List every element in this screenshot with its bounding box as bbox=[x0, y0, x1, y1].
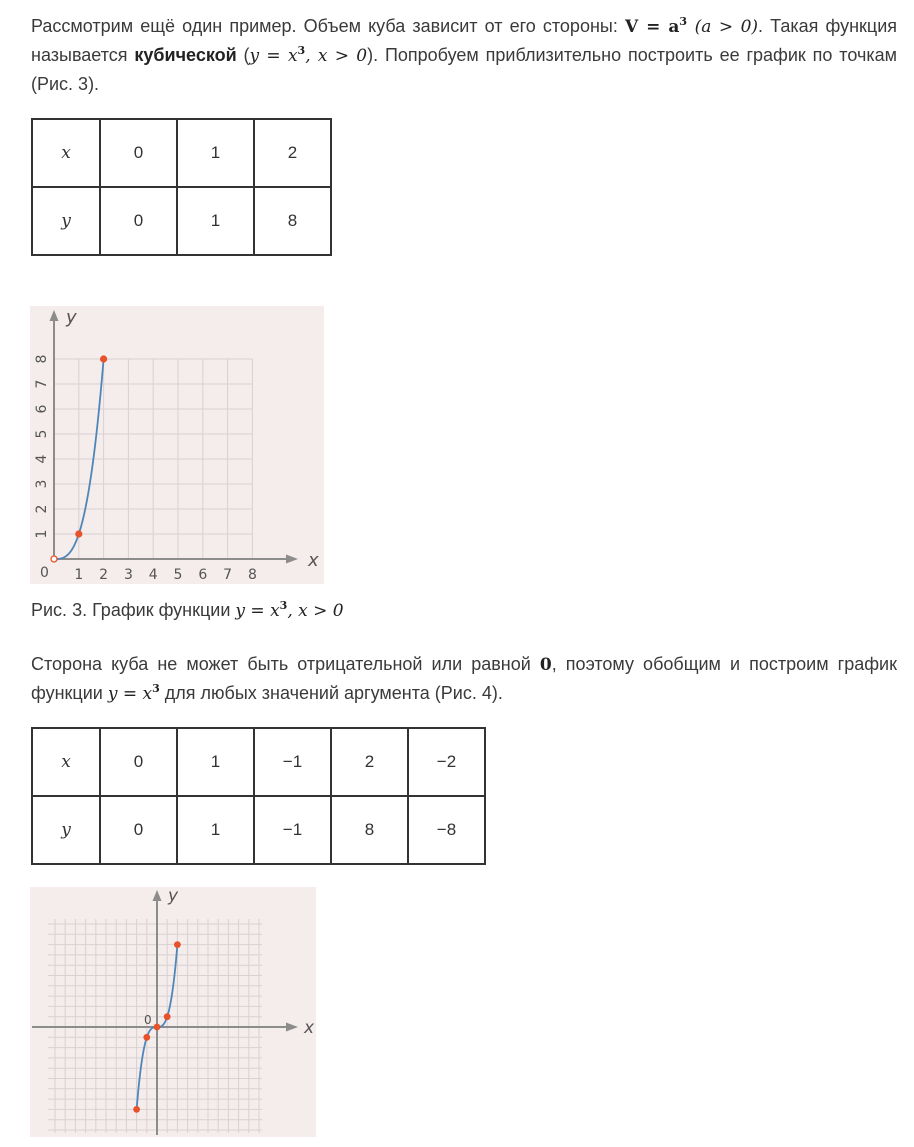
x-axis-label: x bbox=[304, 1018, 315, 1038]
intro-text-4: ). Попробуем приблизительно построить ее график по точкам (Рис. 3). bbox=[31, 45, 897, 94]
table-header-y: y bbox=[32, 187, 100, 255]
x-tick-label: 6 bbox=[198, 567, 208, 583]
table-cell: 0 bbox=[100, 119, 177, 187]
y-tick-label: 1 bbox=[34, 529, 50, 539]
values-table-1 bbox=[31, 118, 332, 256]
figure-3-caption bbox=[31, 600, 344, 621]
table-cell: 0 bbox=[100, 187, 177, 255]
second-text-2: , поэтому обобщим и построим график функции bbox=[31, 654, 897, 703]
y-tick-label: 2 bbox=[34, 504, 50, 514]
intro-text-3: ( bbox=[236, 45, 250, 65]
y-tick-label: 5 bbox=[34, 429, 50, 439]
table-row-y bbox=[32, 187, 331, 255]
y-tick-label: 8 bbox=[34, 354, 50, 364]
y-tick-label: 7 bbox=[34, 379, 50, 389]
table-cell: 1 bbox=[177, 187, 254, 255]
point-marker bbox=[154, 1024, 161, 1031]
term-cubic: кубической bbox=[134, 45, 237, 65]
point-marker bbox=[143, 1034, 150, 1041]
open-point-marker bbox=[51, 556, 57, 562]
y-tick-label: 3 bbox=[34, 479, 50, 489]
table-cell: 2 bbox=[331, 728, 408, 796]
values-table-2 bbox=[31, 727, 486, 865]
intro-text-2: . Такая функция называется bbox=[31, 16, 897, 65]
origin-label: 0 bbox=[144, 1013, 152, 1027]
caption-text: Рис. 3. График функции bbox=[31, 600, 236, 620]
x-tick-label: 7 bbox=[223, 567, 233, 583]
table-cell: 0 bbox=[100, 796, 177, 864]
x-tick-label: 3 bbox=[123, 567, 133, 583]
y-tick-label: 6 bbox=[34, 404, 50, 414]
second-text-3: для любых значений аргумента (Рис. 4). bbox=[159, 683, 503, 703]
intro-text-1: Рассмотрим ещё один пример. Объем куба зависит от его стороны: bbox=[31, 16, 625, 36]
table-cell: 1 bbox=[177, 119, 254, 187]
second-text-1: Сторона куба не может быть отрицательной или равной bbox=[31, 654, 540, 674]
table-cell: −1 bbox=[254, 796, 331, 864]
table-row-x bbox=[32, 728, 485, 796]
origin-label: 0 bbox=[40, 565, 49, 581]
intro-paragraph bbox=[31, 12, 897, 98]
point-marker bbox=[174, 941, 181, 948]
point-marker bbox=[164, 1013, 171, 1020]
formula-volume: $V = a^3$ (a > 0) bbox=[624, 15, 759, 37]
y-tick-label: 4 bbox=[34, 454, 50, 464]
point-marker bbox=[75, 530, 82, 537]
table-header-x: x bbox=[32, 119, 100, 187]
y-axis-label: y bbox=[66, 307, 77, 328]
formula-cubic-all: $y = x^3$ bbox=[107, 682, 160, 704]
figure-3-graph bbox=[30, 306, 324, 584]
y-axis-label: y bbox=[168, 887, 179, 906]
table-cell: 8 bbox=[331, 796, 408, 864]
point-marker bbox=[100, 355, 107, 362]
table-cell: −8 bbox=[408, 796, 485, 864]
x-tick-label: 1 bbox=[74, 567, 84, 583]
x-tick-label: 2 bbox=[99, 567, 109, 583]
table-cell: 1 bbox=[177, 796, 254, 864]
figure-4-graph bbox=[30, 887, 316, 1137]
caption-formula: $y = x^3$, x > 0 bbox=[235, 599, 344, 621]
zero-value: 0 bbox=[539, 655, 552, 675]
x-axis-label: x bbox=[308, 550, 319, 571]
second-paragraph bbox=[31, 650, 897, 708]
table-cell: −1 bbox=[254, 728, 331, 796]
table-row-y bbox=[32, 796, 485, 864]
x-tick-label: 5 bbox=[173, 567, 183, 583]
table-cell: 1 bbox=[177, 728, 254, 796]
table-cell: −2 bbox=[408, 728, 485, 796]
table-cell: 8 bbox=[254, 187, 331, 255]
point-marker bbox=[133, 1106, 140, 1113]
x-tick-label: 4 bbox=[148, 567, 158, 583]
table-cell: 0 bbox=[100, 728, 177, 796]
table-header-x: x bbox=[32, 728, 100, 796]
figure-background bbox=[30, 306, 324, 584]
x-tick-label: 8 bbox=[247, 567, 257, 583]
table-cell: 2 bbox=[254, 119, 331, 187]
table-row-x bbox=[32, 119, 331, 187]
formula-cubic: $y = x^3$, x > 0 bbox=[249, 44, 368, 66]
table-header-y: y bbox=[32, 796, 100, 864]
